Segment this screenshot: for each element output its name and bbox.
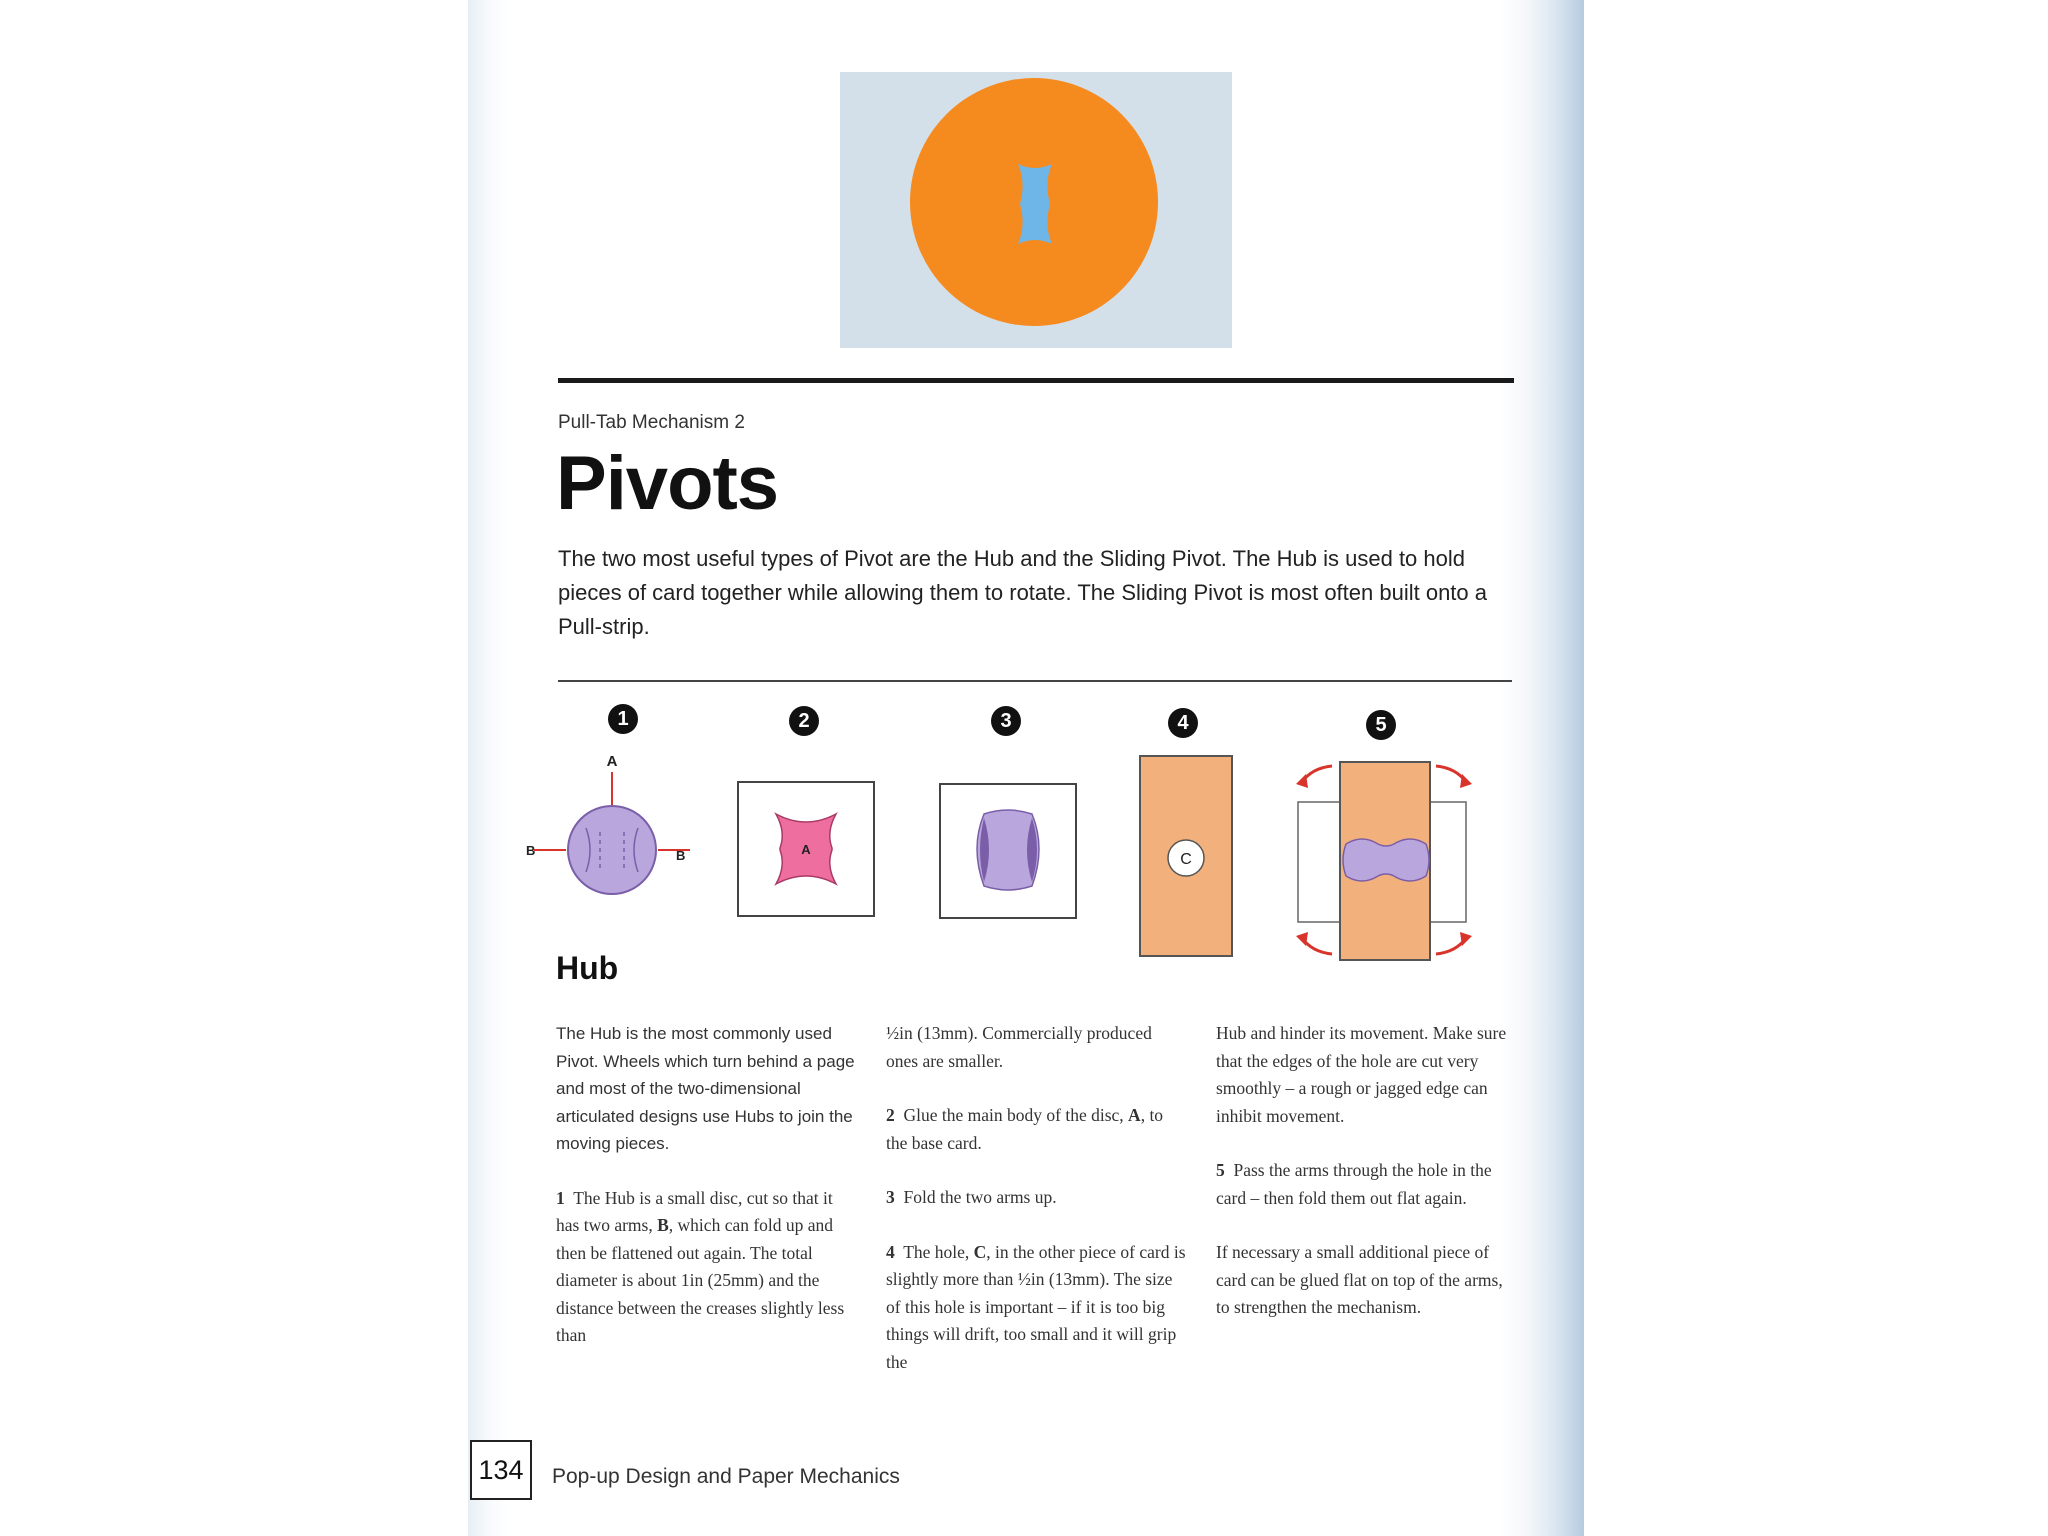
- col1-para-2: [556, 1185, 856, 1350]
- diagram-assembled: [1286, 758, 1478, 964]
- col1-step-num: 1: [556, 1187, 565, 1208]
- col2-label-a: A: [1128, 1105, 1141, 1125]
- col2-para-4-b: , in the other piece of card is slightly more than ½in (13mm). The size of this hole is important – if it is too big things will drift, too small and it will grip the: [886, 1241, 1186, 1372]
- col1-label-b: B: [657, 1215, 669, 1235]
- page-number: 134: [470, 1440, 532, 1500]
- section-rule-thick: [558, 378, 1514, 383]
- col3-step-5-num: 5: [1216, 1160, 1225, 1180]
- running-footer-title: Pop-up Design and Paper Mechanics: [552, 1465, 900, 1488]
- col2-para-2: [886, 1102, 1186, 1157]
- blue-hub-slot: [1014, 160, 1056, 248]
- label-b-right: B: [676, 848, 686, 863]
- step-number-5: 5: [1366, 710, 1396, 740]
- col2-para-2-a: Glue the main body of the disc,: [903, 1105, 1124, 1125]
- col3-para-1: Hub and hinder its movement. Make sure that the edges of the hole are cut very smoothly – a rough or jagged edge can inhibit movement.: [1216, 1023, 1507, 1126]
- col3-para-2: [1216, 1157, 1516, 1212]
- step-number-3: 3: [991, 706, 1021, 736]
- col2-step-3-num: 3: [886, 1187, 895, 1207]
- col2-step-2-num: 2: [886, 1105, 895, 1125]
- step-number-1: 1: [608, 704, 638, 734]
- text-column-3: [1216, 1020, 1516, 1349]
- diagram-card-hole: [1138, 754, 1234, 958]
- hub-photo: [840, 72, 1232, 348]
- col1-para-1: The Hub is the most commonly used Pivot. Wheels which turn behind a page and most of the two-dimensional articulated designs use Hubs to join the moving pieces.: [556, 1024, 855, 1153]
- col2-para-3: [886, 1184, 1186, 1212]
- diagram-hub-disc: [524, 748, 694, 908]
- label-a-top: A: [606, 753, 618, 770]
- text-column-2: [886, 1020, 1186, 1403]
- col2-step-4-num: 4: [886, 1241, 895, 1262]
- col1-para-2-rest: , which can fold up and then be flattened out again. The total diameter is about 1in (25mm) and the distance between the creases slightly less than: [556, 1215, 845, 1345]
- col2-para-2-b: , to the base card.: [886, 1105, 1164, 1153]
- intro-paragraph: The two most useful types of Pivot are the Hub and the Sliding Pivot. The Hub is used to hold pieces of card together while allowing them to rotate. The Sliding Pivot is most often built onto a Pull-strip.: [558, 546, 1487, 639]
- diagram-arms-folded: [938, 782, 1078, 920]
- label-c: C: [1180, 851, 1192, 868]
- col2-label-c: C: [973, 1241, 987, 1262]
- label-a-center: A: [801, 842, 811, 857]
- col2-para-4: [886, 1239, 1186, 1377]
- step-number-2: 2: [789, 706, 819, 736]
- col3-para-3: If necessary a small additional piece of card can be glued flat on top of the arms, to strengthen the mechanism.: [1216, 1242, 1503, 1317]
- section-heading-hub: Hub: [556, 950, 619, 986]
- col2-para-3-text: Fold the two arms up.: [903, 1187, 1057, 1207]
- col3-para-2-text: Pass the arms through the hole in the card – then fold them out flat again.: [1216, 1160, 1492, 1208]
- page-title: Pivots: [556, 441, 779, 526]
- book-page: [468, 0, 1584, 1536]
- col2-para-4-a: The hole,: [903, 1241, 970, 1262]
- label-b-left: B: [526, 843, 536, 858]
- step-number-4: 4: [1168, 708, 1198, 738]
- text-column-1: [556, 1020, 856, 1377]
- section-rule-thin: [558, 680, 1512, 682]
- col1-para-2-text: The Hub is a small disc, cut so that it has two arms,: [556, 1187, 833, 1235]
- col2-para-1: ½in (13mm). Commercially produced ones are smaller.: [886, 1023, 1152, 1071]
- diagram-glued-hub: [736, 780, 876, 918]
- chapter-kicker: Pull-Tab Mechanism 2: [558, 412, 745, 433]
